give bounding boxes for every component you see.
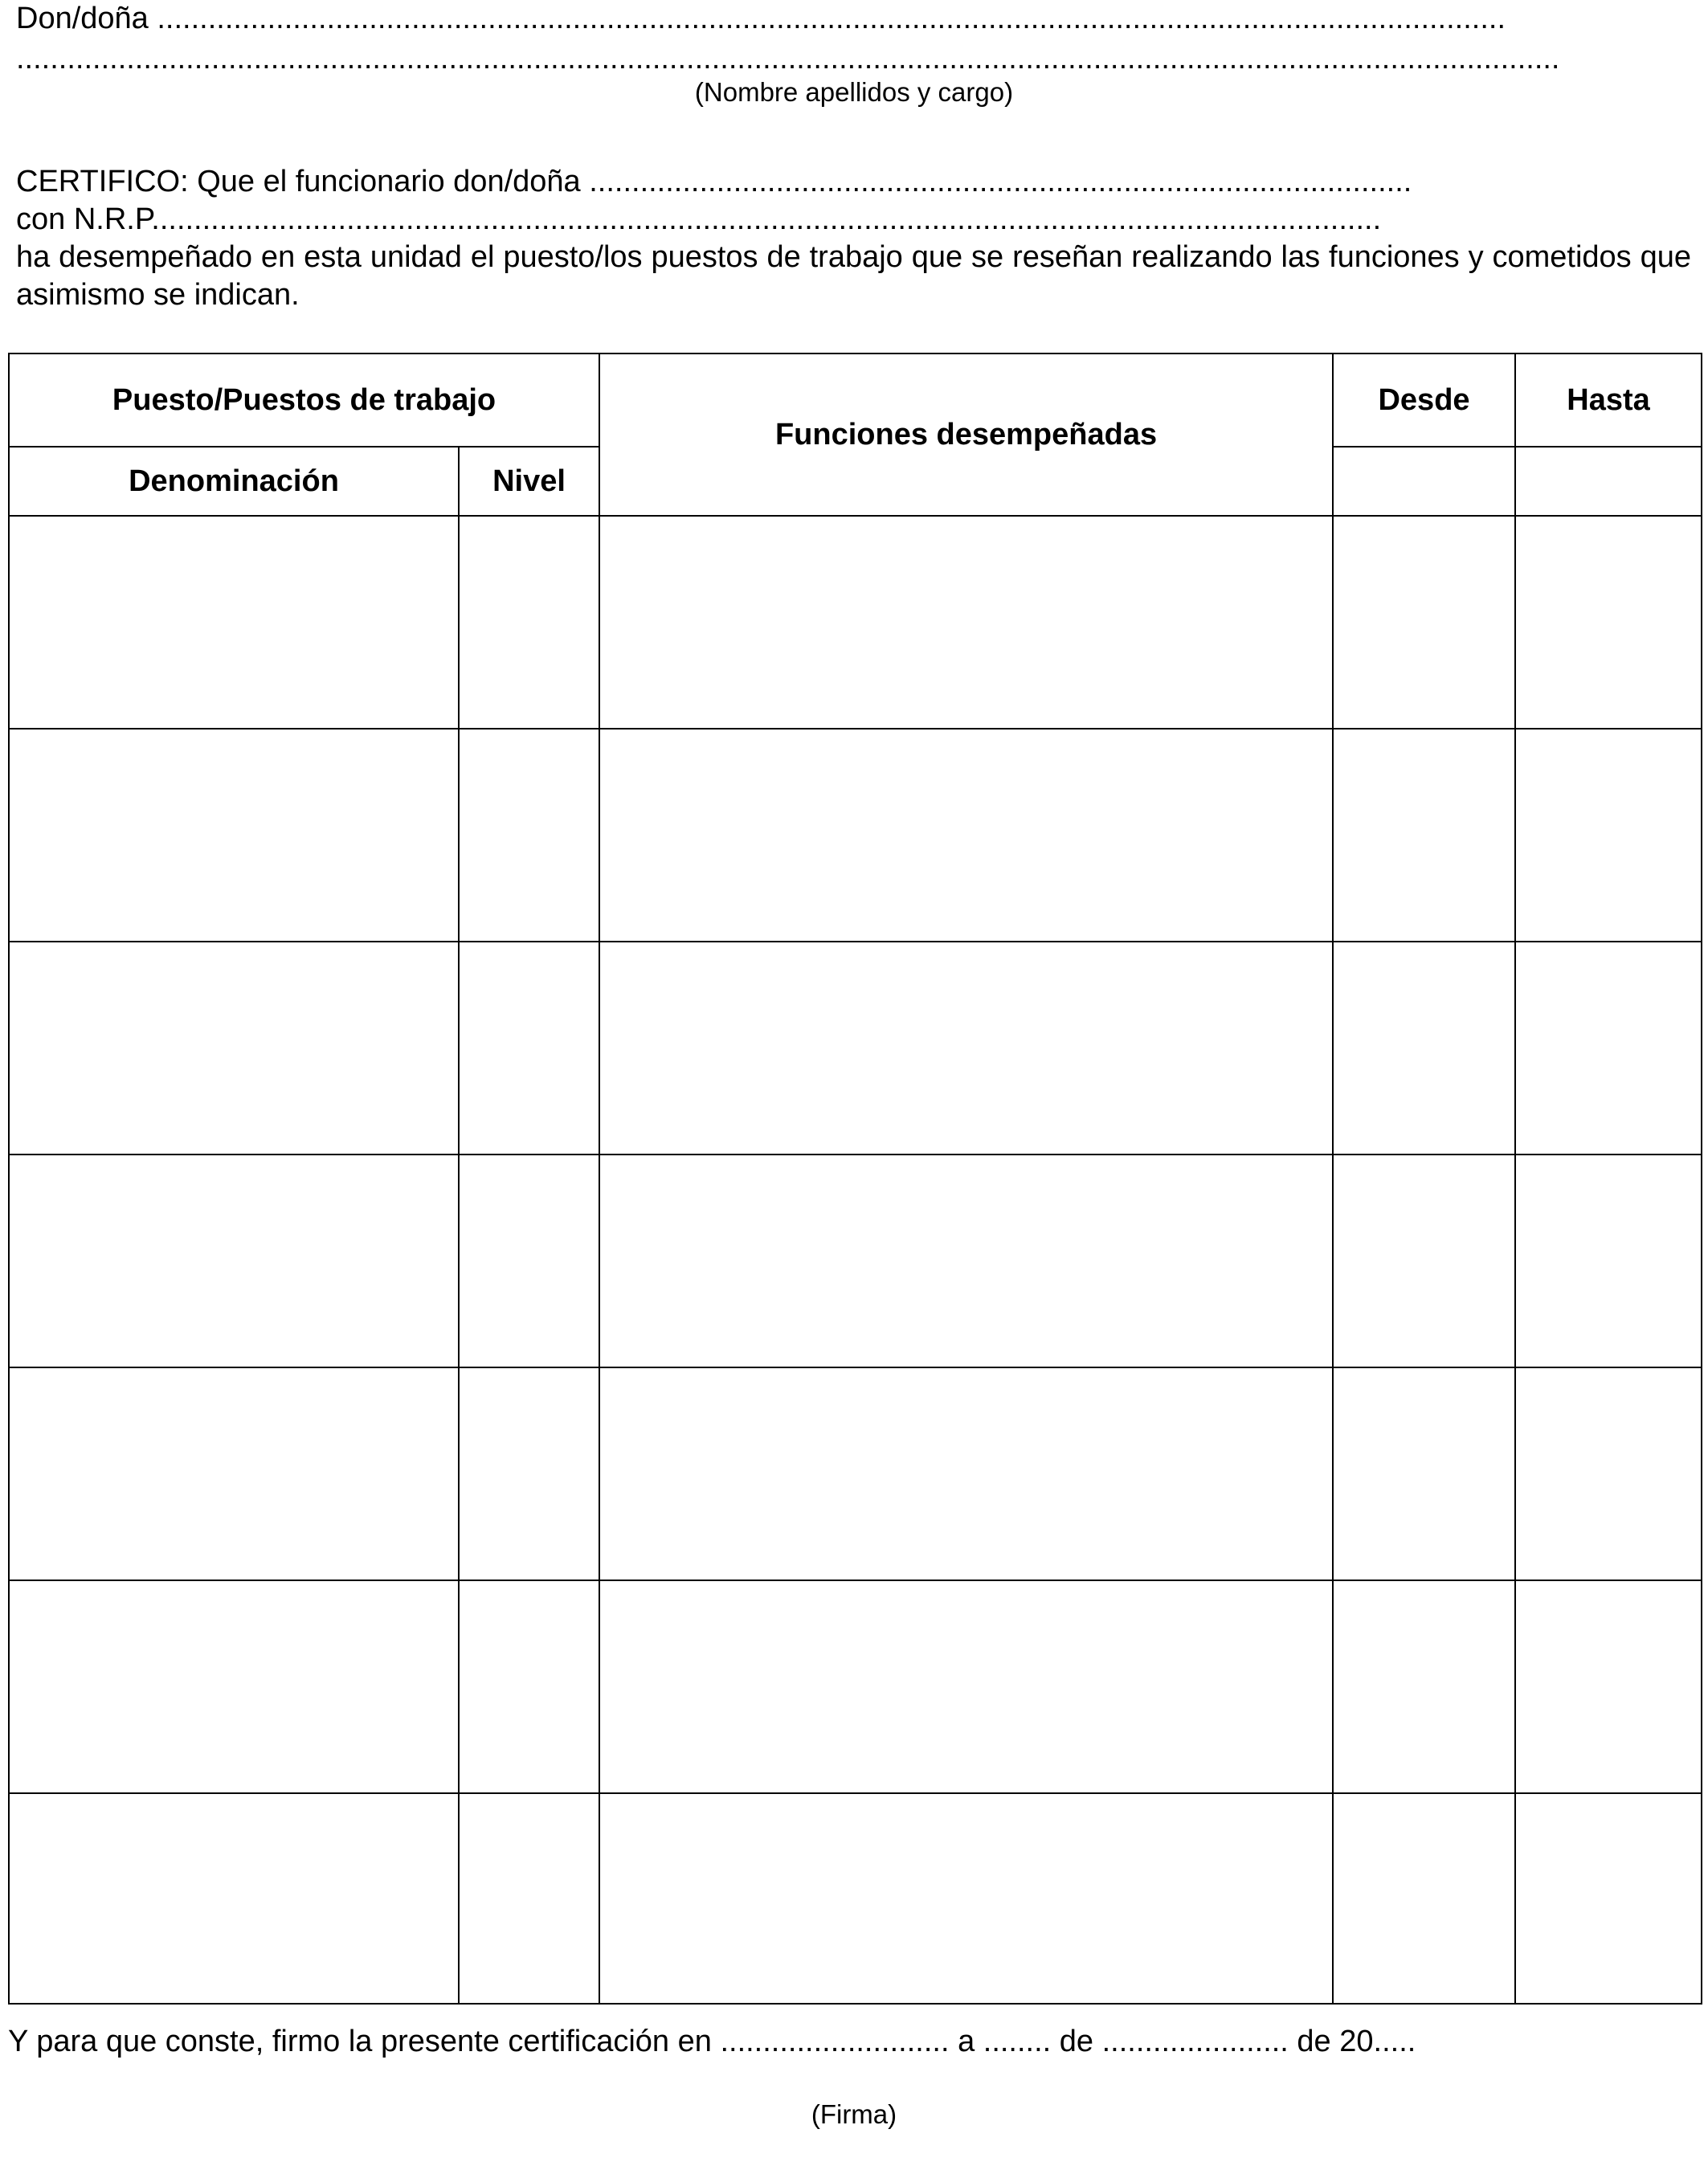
- nivel-cell[interactable]: [459, 1580, 599, 1793]
- header-hasta: Hasta: [1515, 354, 1702, 447]
- hasta-cell[interactable]: [1515, 1793, 1702, 2004]
- hasta-cell[interactable]: [1515, 516, 1702, 729]
- header-desde-blank: [1333, 447, 1515, 516]
- desde-cell[interactable]: [1333, 1793, 1515, 2004]
- nivel-cell[interactable]: [459, 1793, 599, 2004]
- desde-cell[interactable]: [1333, 1580, 1515, 1793]
- nivel-cell[interactable]: [459, 729, 599, 942]
- header-nivel: Nivel: [459, 447, 599, 516]
- funciones-cell[interactable]: [599, 1580, 1333, 1793]
- denominacion-cell[interactable]: [9, 729, 459, 942]
- header-denominacion: Denominación: [9, 447, 459, 516]
- table-row: [9, 1793, 1702, 2004]
- denominacion-cell[interactable]: [9, 1580, 459, 1793]
- table-row: [9, 516, 1702, 729]
- name-dots-line: ......................................................................................................................................................................................: [16, 42, 1560, 76]
- table-row: [9, 1367, 1702, 1580]
- funciones-cell[interactable]: [599, 1367, 1333, 1580]
- header-hasta-blank: [1515, 447, 1702, 516]
- denominacion-cell[interactable]: [9, 1367, 459, 1580]
- funciones-cell[interactable]: [599, 729, 1333, 942]
- desde-cell[interactable]: [1333, 1155, 1515, 1367]
- nrp-line: con N.R.P.................................................................................................................................................: [16, 202, 1382, 236]
- header-puesto: Puesto/Puestos de trabajo: [9, 354, 599, 447]
- desde-cell[interactable]: [1333, 729, 1515, 942]
- funciones-cell[interactable]: [599, 942, 1333, 1155]
- denominacion-cell[interactable]: [9, 516, 459, 729]
- nivel-cell[interactable]: [459, 942, 599, 1155]
- table-row: [9, 942, 1702, 1155]
- nivel-cell[interactable]: [459, 1367, 599, 1580]
- certifico-body: ha desempeñado en esta unidad el puesto/los puestos de trabajo que se reseñan realizando las funciones y cometidos que asimismo se indican.: [16, 240, 1691, 312]
- certifico-line: CERTIFICO: Que el funcionario don/doña .................................................................................................: [16, 165, 1412, 198]
- name-caption: (Nombre apellidos y cargo): [694, 77, 1014, 107]
- table-row: [9, 729, 1702, 942]
- funciones-cell[interactable]: [599, 1155, 1333, 1367]
- funciones-cell[interactable]: [599, 1793, 1333, 2004]
- nivel-cell[interactable]: [459, 1155, 599, 1367]
- don-dona-line: Don/doña ...............................................................................................................................................................: [16, 2, 1506, 35]
- hasta-cell[interactable]: [1515, 1367, 1702, 1580]
- table-row: [9, 1580, 1702, 1793]
- hasta-cell[interactable]: [1515, 729, 1702, 942]
- desde-cell[interactable]: [1333, 1367, 1515, 1580]
- header-desde: Desde: [1333, 354, 1515, 447]
- header-funciones: Funciones desempeñadas: [599, 354, 1333, 516]
- nivel-cell[interactable]: [459, 516, 599, 729]
- hasta-cell[interactable]: [1515, 1155, 1702, 1367]
- firma-caption: (Firma): [811, 2099, 897, 2129]
- desde-cell[interactable]: [1333, 942, 1515, 1155]
- desde-cell[interactable]: [1333, 516, 1515, 729]
- denominacion-cell[interactable]: [9, 1155, 459, 1367]
- table-row: [9, 1155, 1702, 1367]
- hasta-cell[interactable]: [1515, 942, 1702, 1155]
- closing-statement: Y para que conste, firmo la presente certificación en ........................... a ........ de ...................... de 20.....: [8, 2025, 1416, 2058]
- positions-table: [8, 353, 1702, 2005]
- funciones-cell[interactable]: [599, 516, 1333, 729]
- denominacion-cell[interactable]: [9, 1793, 459, 2004]
- denominacion-cell[interactable]: [9, 942, 459, 1155]
- hasta-cell[interactable]: [1515, 1580, 1702, 1793]
